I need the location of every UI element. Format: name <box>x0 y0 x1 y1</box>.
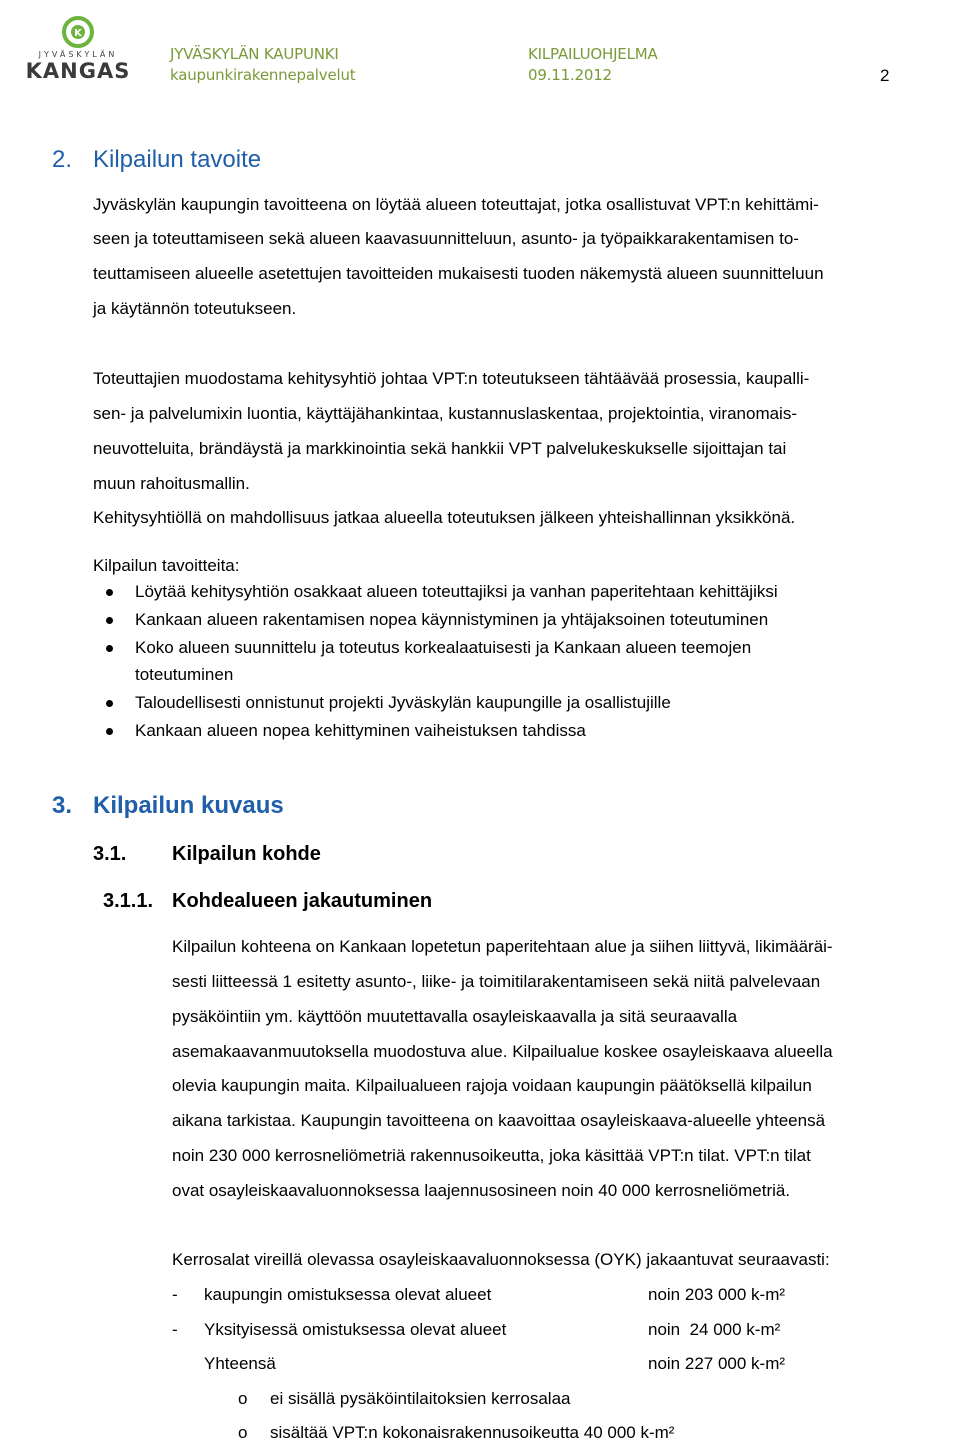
s2-para2-line3: neuvotteluita, brändäystä ja markkinointia sekä hankkii VPT palvelukeskukselle sijoittajan tai <box>93 439 787 458</box>
section2-title: Kilpailun tavoite <box>93 146 262 173</box>
goal-item-3-cont: toteutuminen <box>135 665 234 684</box>
s2-para1-line2: seen ja toteuttamiseen sekä alueen kaavasuunnitteluun, asunto- ja työpaikkarakentamisen to- <box>93 229 799 248</box>
bullet-icon <box>106 589 113 596</box>
section3-number: 3. <box>52 792 73 819</box>
bullet-icon <box>106 728 113 735</box>
note-2-mark: o <box>238 1423 248 1442</box>
s2-para1-line4: ja käytännön toteutukseen. <box>93 299 297 318</box>
area-row-2-label: Yksityisessä omistuksessa olevat alueet <box>204 1320 507 1339</box>
s3-para1-line2: sesti liitteessä 1 esitetty asunto-, liike- ja toimitilarakentamiseen sekä niitä palvelevaan <box>172 972 821 991</box>
area-row-1-dash: - <box>172 1285 178 1304</box>
note-2-text: sisältää VPT:n kokonaisrakennusoikeutta 40 000 k-m² <box>270 1423 675 1442</box>
s3-para1-line1: Kilpailun kohteena on Kankaan lopetetun paperitehtaan alue ja siihen liittyvä, likimääräi- <box>172 937 833 956</box>
note-1-mark: o <box>238 1389 248 1408</box>
goal-item-3: Koko alueen suunnittelu ja toteutus korkealaatuisesti ja Kankaan alueen teemojen <box>135 638 752 657</box>
area-total-value: noin 227 000 k-m² <box>648 1354 786 1373</box>
area-row-2-value: noin 24 000 k-m² <box>648 1320 781 1339</box>
note-1-text: ei sisällä pysäköintilaitoksien kerrosalaa <box>270 1389 571 1408</box>
section31-title: Kilpailun kohde <box>172 843 321 865</box>
s2-para1-line1: Jyväskylän kaupungin tavoitteena on löytää alueen toteuttajat, jotka osallistuvat VPT:n kehittämi- <box>93 195 819 214</box>
jyvaskylan-kangas-logo <box>22 14 134 92</box>
s2-para2-line4: muun rahoitusmallin. <box>93 474 250 493</box>
goal-item-2: Kankaan alueen rakentamisen nopea käynnistyminen ja yhtäjaksoinen toteutuminen <box>135 610 769 629</box>
s2-para3: Kehitysyhtiöllä on mahdollisuus jatkaa alueella toteutuksen jälkeen yhteishallinnan yksikkönä. <box>93 508 796 527</box>
svg-text:K: K <box>74 28 82 39</box>
area-row-1-value: noin 203 000 k-m² <box>648 1285 786 1304</box>
bullet-icon <box>106 645 113 652</box>
section2-number: 2. <box>52 146 73 173</box>
header-date: 09.11.2012 <box>528 66 612 84</box>
s2-para2-line2: sen- ja palvelumixin luontia, käyttäjähankintaa, kustannuslaskentaa, projektointia, viranomais- <box>93 404 797 423</box>
goals-label: Kilpailun tavoitteita: <box>93 556 240 575</box>
s3-para1-line8: ovat osayleiskaavaluonnoksessa laajennusosineen noin 40 000 kerrosneliömetriä. <box>172 1181 791 1200</box>
page-number: 2 <box>880 66 890 85</box>
area-row-2-dash: - <box>172 1320 178 1339</box>
s3-para1-line5: olevia kaupungin maita. Kilpailualueen rajoja voidaan kaupungin päätöksellä kilpailun <box>172 1076 812 1095</box>
section311-number: 3.1.1. <box>103 890 154 912</box>
s3-para1-line4: asemakaavanmuutoksella muodostuva alue. Kilpailualue koskee osayleiskaava alueella <box>172 1042 833 1061</box>
header-doc-type: KILPAILUOHJELMA <box>528 45 658 63</box>
header-dept: kaupunkirakennepalvelut <box>170 66 356 84</box>
area-total-label: Yhteensä <box>204 1354 276 1373</box>
logo-main-text: KANGAS <box>25 59 131 83</box>
goal-item-1: Löytää kehitysyhtiön osakkaat alueen toteuttajiksi ja vanhan paperitehtaan kehittäjiksi <box>135 582 778 601</box>
goal-item-5: Kankaan alueen nopea kehittyminen vaiheistuksen tahdissa <box>135 721 586 740</box>
s3-para1-line3: pysäköintiin ym. käyttöön muutettavalla osayleiskaavalla ja sitä seuraavalla <box>172 1007 738 1026</box>
header-org: JYVÄSKYLÄN KAUPUNKI <box>170 45 339 63</box>
s3-para1-line7: noin 230 000 kerrosneliömetriä rakennusoikeutta, joka käsittää VPT:n tilat. VPT:n tilat <box>172 1146 811 1165</box>
bullet-icon <box>106 617 113 624</box>
section31-number: 3.1. <box>93 843 127 865</box>
goal-item-4: Taloudellisesti onnistunut projekti Jyväskylän kaupungille ja osallistujille <box>135 693 671 712</box>
section311-title: Kohdealueen jakautuminen <box>172 890 433 912</box>
section3-title: Kilpailun kuvaus <box>93 792 284 819</box>
area-row-1-label: kaupungin omistuksessa olevat alueet <box>204 1285 492 1304</box>
bullet-icon <box>106 700 113 707</box>
logo-top-text: JYVÄSKYLÄN <box>38 50 118 59</box>
s2-para1-line3: teuttamiseen alueelle asetettujen tavoitteiden mukaisesti tuoden näkemystä alueen suunnitteluun <box>93 264 824 283</box>
s3-para2: Kerrosalat vireillä olevassa osayleiskaavaluonnoksessa (OYK) jakaantuvat seuraavasti: <box>172 1250 830 1269</box>
s3-para1-line6: aikana tarkistaa. Kaupungin tavoitteena on kaavoittaa osayleiskaava-alueelle yhteensä <box>172 1111 826 1130</box>
s2-para2-line1: Toteuttajien muodostama kehitysyhtiö johtaa VPT:n toteutukseen tähtäävää prosessia, kaupalli- <box>93 369 810 388</box>
